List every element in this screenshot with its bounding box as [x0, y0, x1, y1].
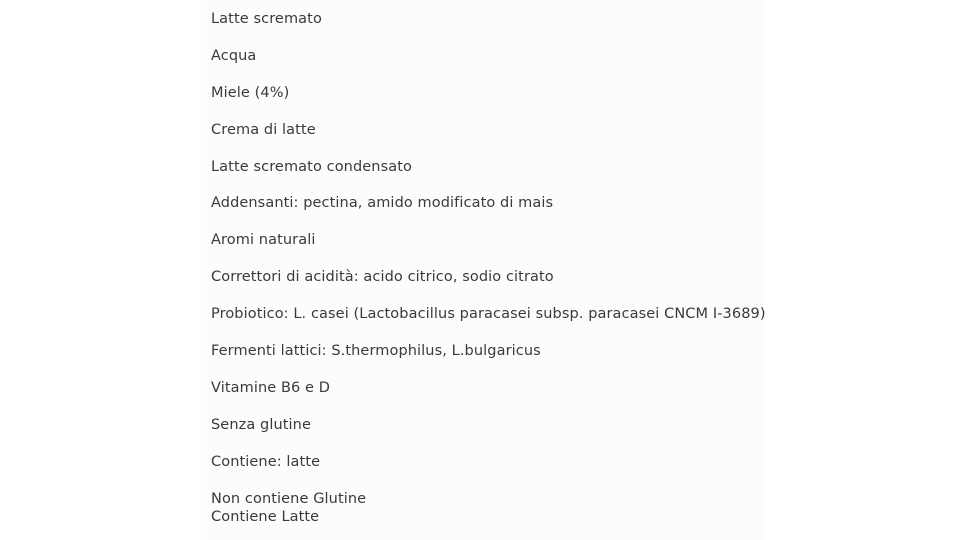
- ingredient-item: Crema di latte: [211, 121, 316, 138]
- ingredient-item: Acqua: [211, 47, 257, 64]
- ingredient-item: Contiene: latte: [211, 453, 321, 470]
- ingredient-item: Fermenti lattici: S.thermophilus, L.bulgaricus: [211, 343, 541, 360]
- ingredient-item: Probiotico: L. casei (Lactobacillus paracasei subsp. paracasei CNCM I-3689): [211, 306, 766, 323]
- ingredient-item: Correttori di acidità: acido citrico, sodio citrato: [211, 269, 554, 286]
- ingredient-item: Latte scremato condensato: [211, 158, 412, 175]
- ingredient-item: Addensanti: pectina, amido modificato di mais: [211, 195, 554, 212]
- gluten-note: Non contiene Glutine: [211, 490, 367, 507]
- ingredient-item: Aromi naturali: [211, 232, 316, 249]
- milk-note: Contiene Latte: [211, 508, 320, 525]
- allergen-note: [211, 490, 766, 526]
- ingredient-item: Vitamine B6 e D: [211, 379, 331, 396]
- ingredient-item: Miele (4%): [211, 84, 290, 101]
- ingredient-list: [211, 10, 766, 526]
- ingredient-item: Latte scremato: [211, 11, 322, 27]
- ingredient-item: Senza glutine: [211, 416, 311, 433]
